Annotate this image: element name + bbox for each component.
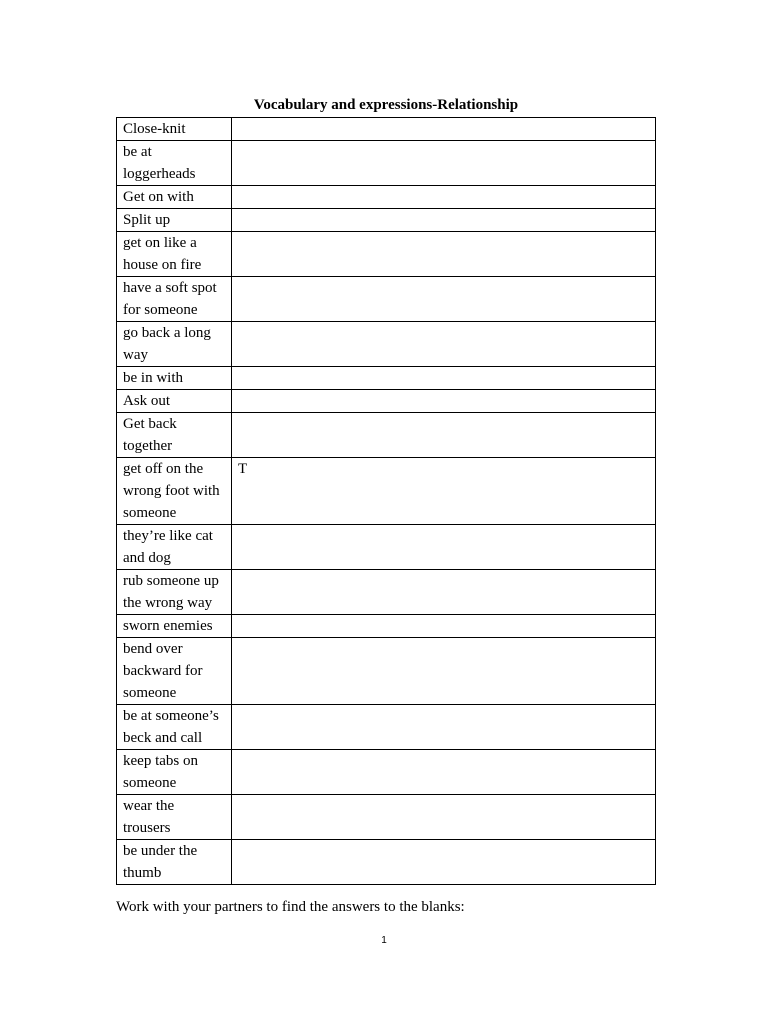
answer-cell[interactable] <box>232 570 656 615</box>
term-cell: go back a long way <box>117 322 232 367</box>
term-cell: Get on with <box>117 186 232 209</box>
term-cell: bend over backward for someone <box>117 638 232 705</box>
answer-cell[interactable] <box>232 367 656 390</box>
table-row <box>117 570 656 615</box>
term-cell: get on like a house on fire <box>117 232 232 277</box>
table-row <box>117 840 656 885</box>
answer-cell[interactable] <box>232 525 656 570</box>
table-row <box>117 750 656 795</box>
table-row <box>117 638 656 705</box>
term-cell: get off on the wrong foot with someone <box>117 458 232 525</box>
term-cell: keep tabs on someone <box>117 750 232 795</box>
term-cell: sworn enemies <box>117 615 232 638</box>
term-cell: Split up <box>117 209 232 232</box>
term-cell: be in with <box>117 367 232 390</box>
table-row <box>117 232 656 277</box>
answer-cell[interactable] <box>232 795 656 840</box>
table-row <box>117 141 656 186</box>
answer-cell[interactable] <box>232 322 656 367</box>
table-row <box>117 367 656 390</box>
answer-cell[interactable] <box>232 705 656 750</box>
term-cell: wear the trousers <box>117 795 232 840</box>
table-row <box>117 322 656 367</box>
term-cell: be under the thumb <box>117 840 232 885</box>
answer-cell[interactable] <box>232 750 656 795</box>
term-cell: rub someone up the wrong way <box>117 570 232 615</box>
table-row <box>117 413 656 458</box>
term-cell: Close-knit <box>117 118 232 141</box>
term-cell: have a soft spot for someone <box>117 277 232 322</box>
term-cell: be at someone’s beck and call <box>117 705 232 750</box>
answer-cell[interactable] <box>232 232 656 277</box>
answer-cell[interactable] <box>232 209 656 232</box>
answer-cell[interactable] <box>232 141 656 186</box>
answer-cell[interactable] <box>232 277 656 322</box>
table-row <box>117 118 656 141</box>
term-cell: Ask out <box>117 390 232 413</box>
answer-cell[interactable] <box>232 413 656 458</box>
table-row <box>117 705 656 750</box>
term-cell: be at loggerheads <box>117 141 232 186</box>
table-row <box>117 458 656 525</box>
answer-cell[interactable] <box>232 186 656 209</box>
answer-cell[interactable] <box>232 638 656 705</box>
page-title: Vocabulary and expressions-Relationship <box>253 97 519 113</box>
answer-cell[interactable] <box>232 118 656 141</box>
table-row <box>117 277 656 322</box>
answer-cell[interactable]: T <box>232 458 656 525</box>
answer-cell[interactable] <box>232 390 656 413</box>
answer-cell[interactable] <box>232 840 656 885</box>
table-row <box>117 615 656 638</box>
table-row <box>117 186 656 209</box>
table-row <box>117 390 656 413</box>
page-number: 1 <box>381 935 387 946</box>
table-row <box>117 209 656 232</box>
answer-cell[interactable] <box>232 615 656 638</box>
instruction-text: Work with your partners to find the answers to the blanks: <box>116 899 465 915</box>
term-cell: they’re like cat and dog <box>117 525 232 570</box>
table-row <box>117 795 656 840</box>
table-row <box>117 525 656 570</box>
vocabulary-table <box>116 117 656 885</box>
term-cell: Get back together <box>117 413 232 458</box>
